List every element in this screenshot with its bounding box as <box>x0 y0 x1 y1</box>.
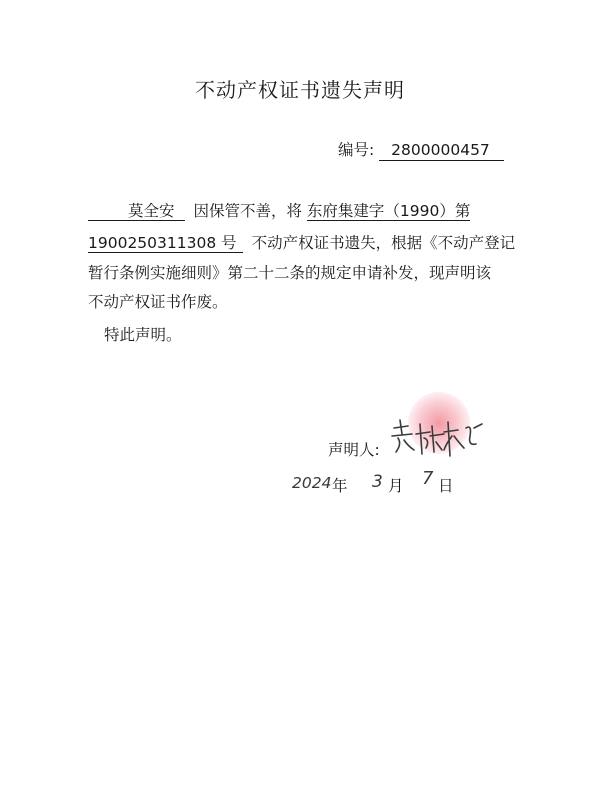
body-text-2: 不动产权证书遗失，根据《不动产登记 <box>251 234 516 252</box>
date-year: 2024 <box>292 474 332 492</box>
date-day-unit: 日 <box>438 477 454 495</box>
body-line-1 <box>88 199 528 221</box>
date-year-unit: 年 <box>332 477 348 495</box>
certificate-number: 1900250311308 号 <box>88 234 243 253</box>
document-title: 不动产权证书遗失声明 <box>195 78 405 102</box>
handwritten-signature <box>386 414 496 464</box>
body-text-1: 因保管不善，将 <box>193 202 302 220</box>
number-value: 2800000457 <box>379 141 504 161</box>
date-day: 7 <box>422 468 434 489</box>
body-line-2 <box>88 231 528 253</box>
body-line-3: 暂行条例实施细则》第二十二条的规定申请补发，现声明该 <box>88 264 492 282</box>
closing-statement: 特此声明。 <box>104 326 182 344</box>
date-month-unit: 月 <box>388 477 404 495</box>
document-number-row <box>338 138 504 160</box>
owner-name: 莫全安 <box>88 202 185 221</box>
declarant-row <box>328 438 380 460</box>
certificate-prefix: 东府集建字（1990）第 <box>306 202 471 220</box>
number-label: 编号: <box>338 141 375 159</box>
signature-date <box>292 466 472 506</box>
date-month: 3 <box>372 472 383 492</box>
body-line-4: 不动产权证书作废。 <box>88 293 228 311</box>
declarant-label: 声明人: <box>328 441 380 459</box>
